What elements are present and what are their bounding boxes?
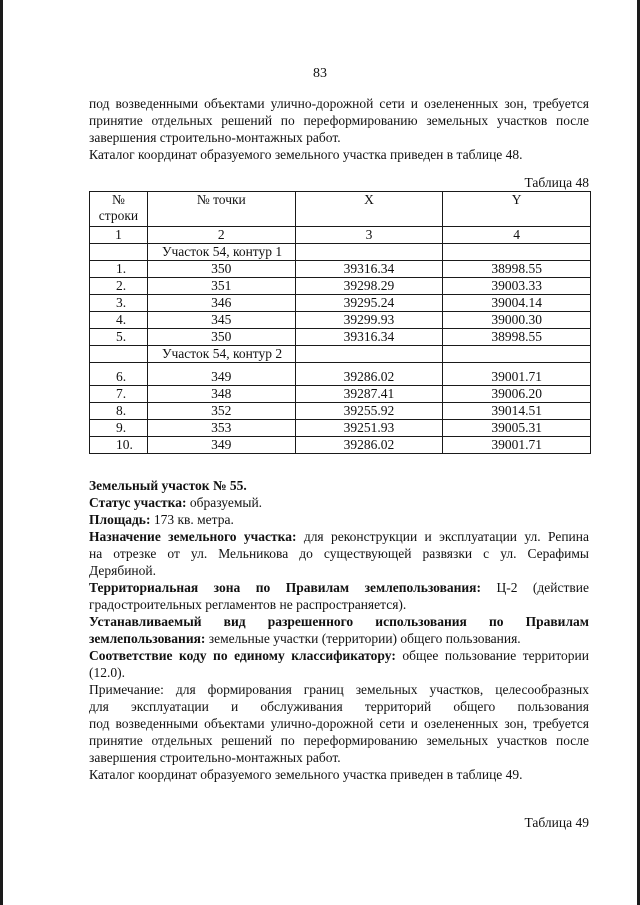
row-number: 4.: [90, 312, 148, 329]
index-cell: 4: [443, 227, 591, 244]
status-value: образуемый.: [186, 495, 263, 510]
table-row: [90, 278, 591, 295]
status-label: Статус участка:: [89, 495, 187, 510]
intro-line: под возведенными объектами улично-дорожной сети и озелененных зон, требуется: [89, 96, 589, 111]
y-cell: 39001.71: [443, 437, 591, 454]
group-empty-cell: [443, 346, 591, 363]
parcel-purpose-line: Дерябиной.: [89, 563, 156, 578]
parcel-description: [89, 477, 589, 783]
page-left-edge: [0, 0, 3, 905]
index-cell: 3: [295, 227, 443, 244]
table-row: [90, 329, 591, 346]
parcel-note-line: Примечание: для формирования границ земельных участков, целесообразных: [89, 682, 589, 697]
intro-paragraph: [89, 95, 589, 163]
row-number: 10.: [90, 437, 148, 454]
y-cell: 39004.14: [443, 295, 591, 312]
table-row: [90, 386, 591, 403]
point-cell: 353: [147, 420, 295, 437]
parcel-code-line: (12.0).: [89, 665, 125, 680]
y-cell: 38998.55: [443, 329, 591, 346]
point-cell: 350: [147, 261, 295, 278]
header-row-number-line2: строки: [98, 208, 139, 223]
table-group-row: [90, 346, 591, 363]
row-number: 7.: [90, 386, 148, 403]
parcel-note-line: принятие отдельных решений по переформированию земельных участков после: [89, 733, 589, 748]
x-cell: 39286.02: [295, 437, 443, 454]
y-cell: 39001.71: [443, 363, 591, 386]
group-empty-cell: [443, 244, 591, 261]
area-label: Площадь:: [89, 512, 151, 527]
point-cell: 348: [147, 386, 295, 403]
zone-value: Ц-2 (действие: [480, 580, 589, 595]
use-label: землепользования:: [89, 631, 206, 646]
group-label: Участок 54, контур 2: [147, 346, 295, 363]
area-value: 173 кв. метра.: [150, 512, 234, 527]
point-cell: 345: [147, 312, 295, 329]
parcel-status: [89, 494, 589, 511]
row-number: 6.: [90, 363, 148, 386]
x-cell: 39316.34: [295, 261, 443, 278]
group-empty-cell: [295, 244, 443, 261]
row-number: 1.: [90, 261, 148, 278]
parcel-use-label-line: Устанавливаемый вид разрешенного использования по Правилам: [89, 614, 589, 629]
x-cell: 39287.41: [295, 386, 443, 403]
code-value: общее пользование территории: [395, 648, 590, 663]
parcel-note-line: завершения строительно-монтажных работ.: [89, 750, 341, 765]
table-row: [90, 261, 591, 278]
point-cell: 349: [147, 437, 295, 454]
header-point-number: № точки: [147, 192, 295, 227]
table-row: [90, 363, 591, 386]
parcel-purpose-line: [89, 528, 589, 545]
header-y: Y: [443, 192, 591, 227]
x-cell: 39295.24: [295, 295, 443, 312]
parcel-area: [89, 511, 589, 528]
index-cell: 2: [147, 227, 295, 244]
row-number: 2.: [90, 278, 148, 295]
y-cell: 39003.33: [443, 278, 591, 295]
table-group-row: [90, 244, 591, 261]
table48-caption: Таблица 48: [524, 175, 589, 190]
index-cell: 1: [90, 227, 148, 244]
parcel-use-line: [89, 630, 589, 647]
parcel-zone-line: [89, 579, 589, 596]
zone-label: Территориальная зона по Правилам землепользования:: [89, 580, 481, 595]
use-value: земельные участки (территории) общего пользования.: [205, 631, 521, 646]
x-cell: 39316.34: [295, 329, 443, 346]
row-number: 3.: [90, 295, 148, 312]
purpose-value: для реконструкции и эксплуатации ул. Репина: [296, 529, 589, 544]
intro-catalog-line: Каталог координат образуемого земельного участка приведен в таблице 48.: [89, 147, 523, 162]
y-cell: 39014.51: [443, 403, 591, 420]
y-cell: 39005.31: [443, 420, 591, 437]
table49-caption: Таблица 49: [524, 815, 589, 830]
x-cell: 39286.02: [295, 363, 443, 386]
row-number: 8.: [90, 403, 148, 420]
group-empty-cell: [90, 244, 148, 261]
group-label: Участок 54, контур 1: [147, 244, 295, 261]
row-number: 9.: [90, 420, 148, 437]
group-empty-cell: [295, 346, 443, 363]
header-row-number: [90, 192, 148, 227]
point-cell: 346: [147, 295, 295, 312]
intro-line: завершения строительно-монтажных работ.: [89, 130, 341, 145]
x-cell: 39255.92: [295, 403, 443, 420]
parcel-code-line: [89, 647, 589, 664]
point-cell: 349: [147, 363, 295, 386]
group-empty-cell: [90, 346, 148, 363]
purpose-label: Назначение земельного участка:: [89, 529, 297, 544]
point-cell: 351: [147, 278, 295, 295]
parcel-catalog-line: Каталог координат образуемого земельного участка приведен в таблице 49.: [89, 767, 523, 782]
table-row: [90, 420, 591, 437]
coordinates-table-48: [89, 191, 591, 454]
point-cell: 352: [147, 403, 295, 420]
x-cell: 39299.93: [295, 312, 443, 329]
intro-line: принятие отдельных решений по переформированию земельных участков после: [89, 113, 589, 128]
x-cell: 39298.29: [295, 278, 443, 295]
y-cell: 39006.20: [443, 386, 591, 403]
code-label: Соответствие коду по единому классификатору:: [89, 648, 396, 663]
header-row-number-line1: №: [112, 192, 125, 207]
table-row: [90, 403, 591, 420]
y-cell: 39000.30: [443, 312, 591, 329]
table-row: [90, 312, 591, 329]
parcel-purpose-line: на отрезке от ул. Мельникова до существующей развязки с ул. Серафимы: [89, 546, 589, 561]
page-number: 83: [313, 66, 327, 81]
row-number: 5.: [90, 329, 148, 346]
parcel-title: Земельный участок № 55.: [89, 478, 247, 493]
table-index-row: [90, 227, 591, 244]
x-cell: 39251.93: [295, 420, 443, 437]
table-row: [90, 437, 591, 454]
table-header-row: [90, 192, 591, 227]
parcel-zone-line: градостроительных регламентов не распространяется).: [89, 597, 407, 612]
table-row: [90, 295, 591, 312]
parcel-note-line: под возведенными объектами улично-дорожной сети и озелененных зон, требуется: [89, 716, 589, 731]
y-cell: 38998.55: [443, 261, 591, 278]
header-x: X: [295, 192, 443, 227]
parcel-note-line: для эксплуатации и обслуживания территорий общего пользования: [89, 699, 589, 714]
point-cell: 350: [147, 329, 295, 346]
